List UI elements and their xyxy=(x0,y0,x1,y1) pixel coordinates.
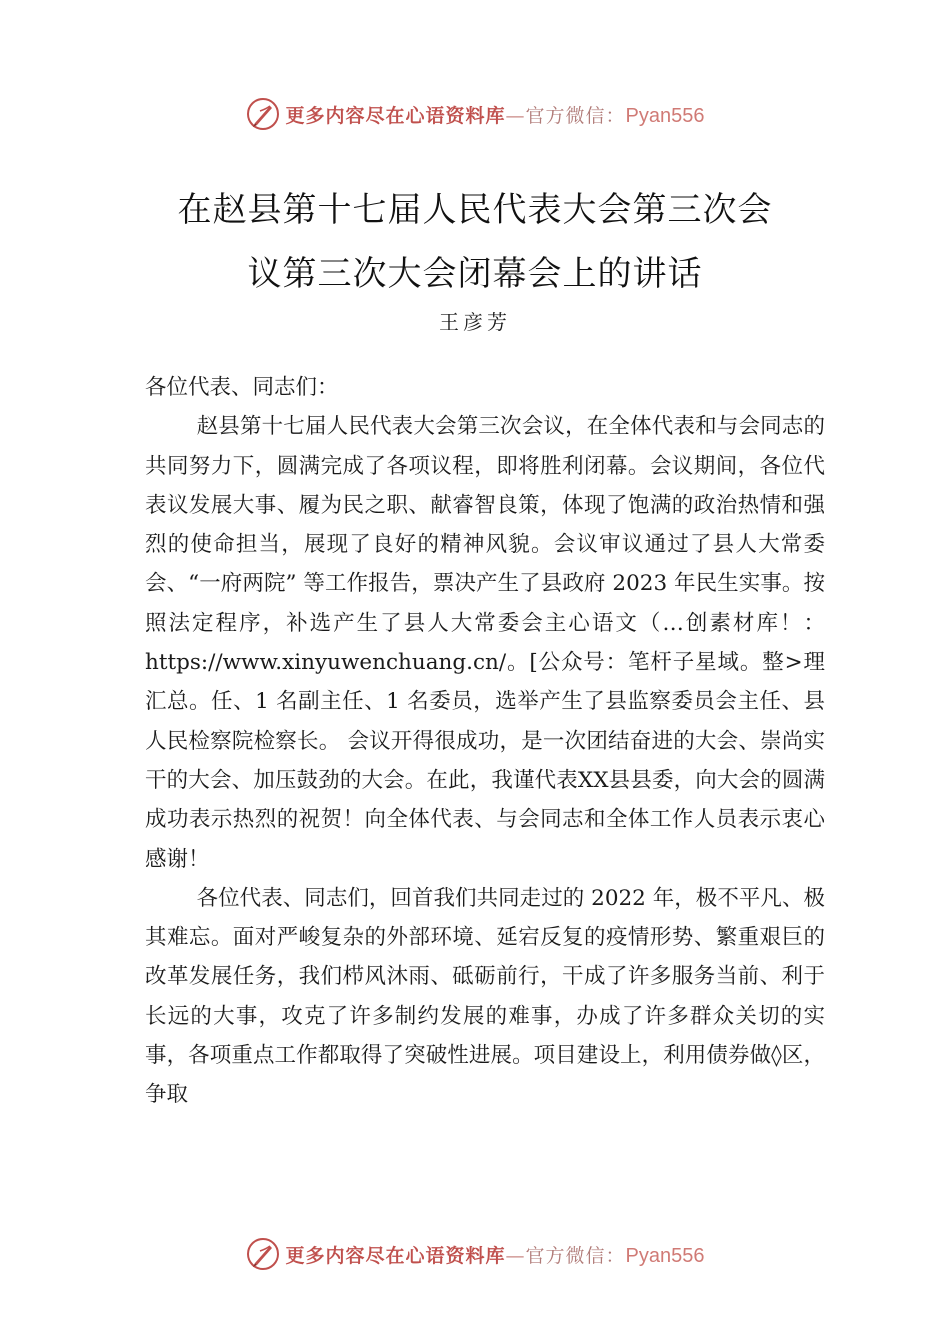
document-body xyxy=(145,368,825,1115)
header-banner xyxy=(0,92,950,136)
footer-banner-text: 更多内容尽在心语资料库—官方微信：Pyan556 xyxy=(285,1244,705,1267)
salutation: 各位代表、同志们： xyxy=(145,375,339,400)
paragraph-2: 各位代表、同志们，回首我们共同走过的 2022 年，极不平凡、极其难忘。面对严峻复杂的外部环境、延宕反复的疫情形势、繁重艰巨的改革发展任务，我们栉风沐雨、砥砺前行，干成了许多服务当前、利于长远的大事，攻克了许多制约发展的难事，办成了许多群众关切的实事，各项重点工作都取得了突破性进展。项目建设上，利用债券做◊区，争取 xyxy=(145,885,825,1108)
quill-pen-logo-icon xyxy=(246,97,280,131)
page-title: 在赵县第十七届人民代表大会第三次会 议第三次大会闭幕会上的讲话 xyxy=(177,190,773,294)
paragraph-1: 赵县第十七届人民代表大会第三次会议，在全体代表和与会同志的共同努力下，圆满完成了各项议程，即将胜利闭幕。会议期间，各位代表议发展大事、履为民之职、献睿智良策，体现了饱满的政治热情和强烈的使命担当，展现了良好的精神风貌。会议审议通过了县人大常委会、“一府两院” 等工作报告，票决产生了县政府 2023 年民生实事。按照法定程序，补选产生了县人大常委会主心语文（…创素材库！：https://www.xinyuwenchuang.cn/。[公众号：笔杆子星域。整>理汇总。任、1 名副主任、1 名委员，选举产生了县监察委员会主任、县人民检察院检察长。 会议开得很成功，是一次团结奋进的大会、崇尚实干的大会、加压鼓劲的大会。在此，我谨代表XX县县委，向大会的圆满成功表示热烈的祝贺！向全体代表、与会同志和全体工作人员表示衷心感谢！ xyxy=(145,414,825,872)
header-banner-text: 更多内容尽在心语资料库—官方微信：Pyan556 xyxy=(285,104,705,127)
author-name: 王彦芳 xyxy=(439,310,511,334)
footer-banner xyxy=(0,1232,950,1276)
wechat-id: Pyan556 xyxy=(625,1244,705,1267)
quill-pen-logo-icon xyxy=(246,1237,280,1271)
wechat-id: Pyan556 xyxy=(625,104,705,127)
